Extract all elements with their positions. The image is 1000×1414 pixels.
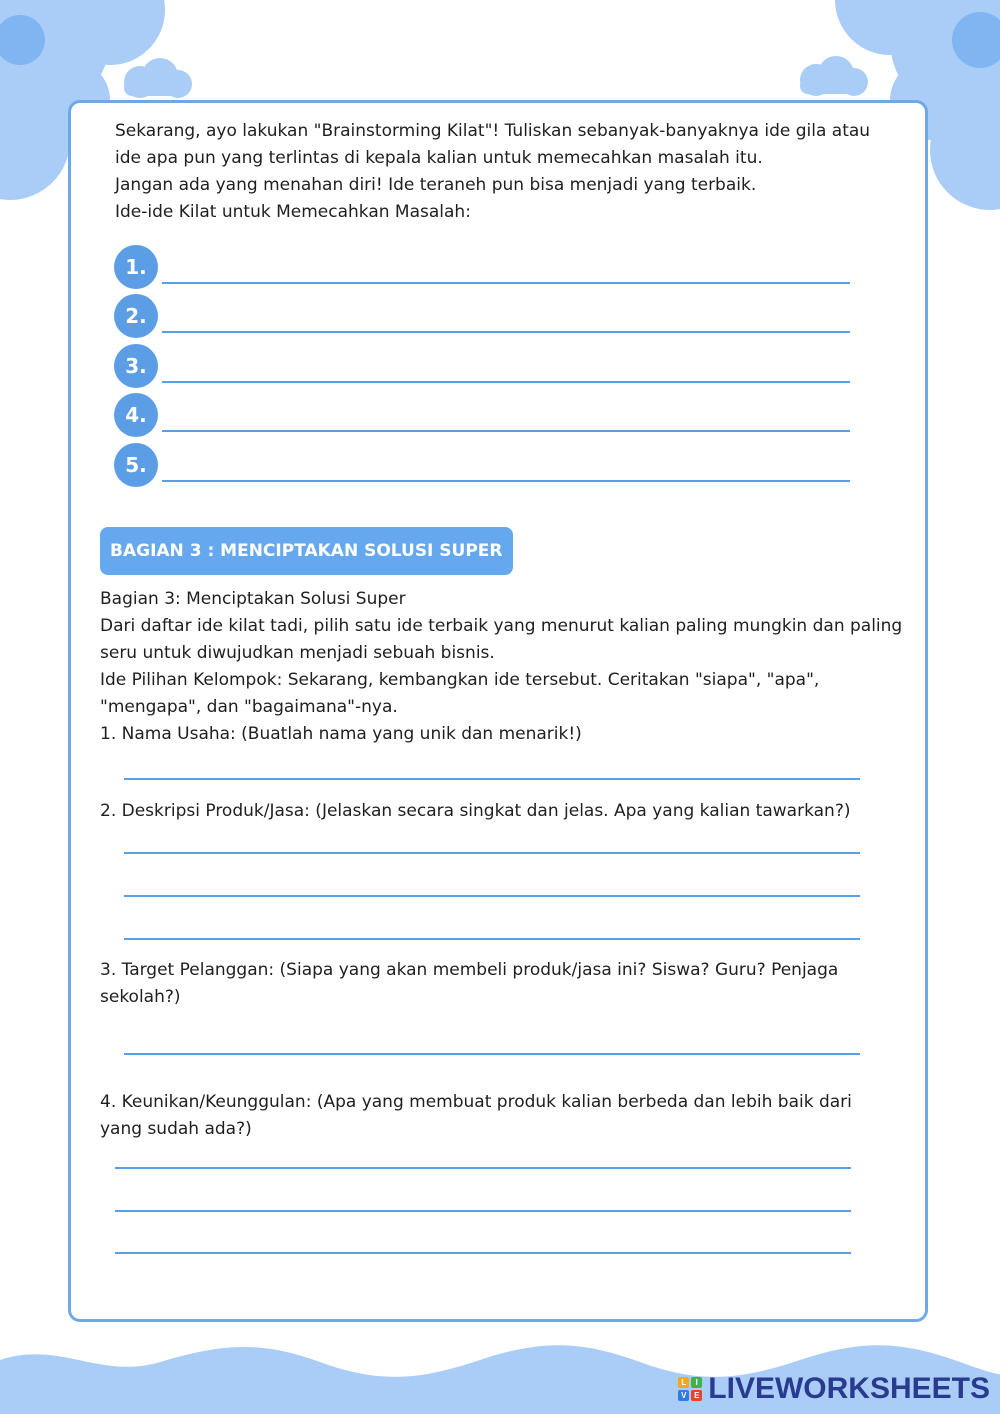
logo-tile: L: [678, 1377, 689, 1388]
answer-line-q2-3[interactable]: [124, 938, 860, 940]
section-3-description: [100, 586, 915, 748]
idea-row-3: [114, 344, 854, 388]
answer-line-q2-2[interactable]: [124, 895, 860, 897]
intro-text: [115, 118, 915, 226]
answer-line-q3[interactable]: [124, 1053, 860, 1055]
section-3-desc-1: Dari daftar ide kilat tadi, pilih satu ide terbaik yang menurut kalian paling mungkin dan paling: [100, 616, 903, 636]
idea-row-4: [114, 393, 854, 437]
intro-line-1: Sekarang, ayo lakukan "Brainstorming Kilat"! Tuliskan sebanyak-banyaknya ide gila atau: [115, 121, 871, 141]
idea-answer-line-5[interactable]: [162, 480, 850, 482]
section-3-title: Bagian 3: Menciptakan Solusi Super: [100, 589, 406, 609]
idea-row-1: [114, 245, 854, 289]
intro-line-2: ide apa pun yang terlintas di kepala kalian untuk memecahkan masalah itu.: [115, 148, 763, 168]
idea-row-5: [114, 443, 854, 487]
question-3-line-1: 3. Target Pelanggan: (Siapa yang akan membeli produk/jasa ini? Siswa? Guru? Penjaga: [100, 960, 839, 980]
number-badge: 2.: [114, 294, 158, 338]
intro-line-4: Ide-ide Kilat untuk Memecahkan Masalah:: [115, 202, 471, 222]
answer-line-q4-2[interactable]: [115, 1210, 851, 1212]
liveworksheets-logo: [678, 1372, 990, 1406]
section-3-desc-2: seru untuk diwujudkan menjadi sebuah bisnis.: [100, 643, 495, 663]
question-1: 1. Nama Usaha: (Buatlah nama yang unik dan menarik!): [100, 724, 582, 744]
answer-line-q2-1[interactable]: [124, 852, 860, 854]
intro-line-3: Jangan ada yang menahan diri! Ide teraneh pun bisa menjadi yang terbaik.: [115, 175, 757, 195]
number-badge: 1.: [114, 245, 158, 289]
question-4-line-2: yang sudah ada?): [100, 1119, 252, 1139]
idea-answer-line-1[interactable]: [162, 282, 850, 284]
section-3-badge: BAGIAN 3 : MENCIPTAKAN SOLUSI SUPER: [100, 527, 513, 575]
logo-tile: E: [691, 1390, 702, 1401]
question-2: 2. Deskripsi Produk/Jasa: (Jelaskan secara singkat dan jelas. Apa yang kalian tawarkan?): [100, 801, 851, 821]
question-4: [100, 1089, 915, 1143]
number-badge: 3.: [114, 344, 158, 388]
answer-line-q4-1[interactable]: [115, 1167, 851, 1169]
idea-row-2: [114, 294, 854, 338]
number-badge: 4.: [114, 393, 158, 437]
number-badge: 5.: [114, 443, 158, 487]
answer-line-q1[interactable]: [124, 778, 860, 780]
liveworksheets-wordmark: LIVEWORKSHEETS: [708, 1372, 990, 1405]
idea-answer-line-3[interactable]: [162, 381, 850, 383]
idea-answer-line-2[interactable]: [162, 331, 850, 333]
liveworksheets-logo-icon: [678, 1377, 702, 1401]
question-3-line-2: sekolah?): [100, 987, 181, 1007]
question-4-line-1: 4. Keunikan/Keunggulan: (Apa yang membuat produk kalian berbeda dan lebih baik dari: [100, 1092, 852, 1112]
logo-tile: V: [678, 1390, 689, 1401]
logo-tile: I: [691, 1377, 702, 1388]
section-3-desc-3: Ide Pilihan Kelompok: Sekarang, kembangkan ide tersebut. Ceritakan "siapa", "apa",: [100, 670, 820, 690]
idea-answer-line-4[interactable]: [162, 430, 850, 432]
section-3-desc-4: "mengapa", dan "bagaimana"-nya.: [100, 697, 398, 717]
question-3: [100, 957, 915, 1011]
answer-line-q4-3[interactable]: [115, 1252, 851, 1254]
